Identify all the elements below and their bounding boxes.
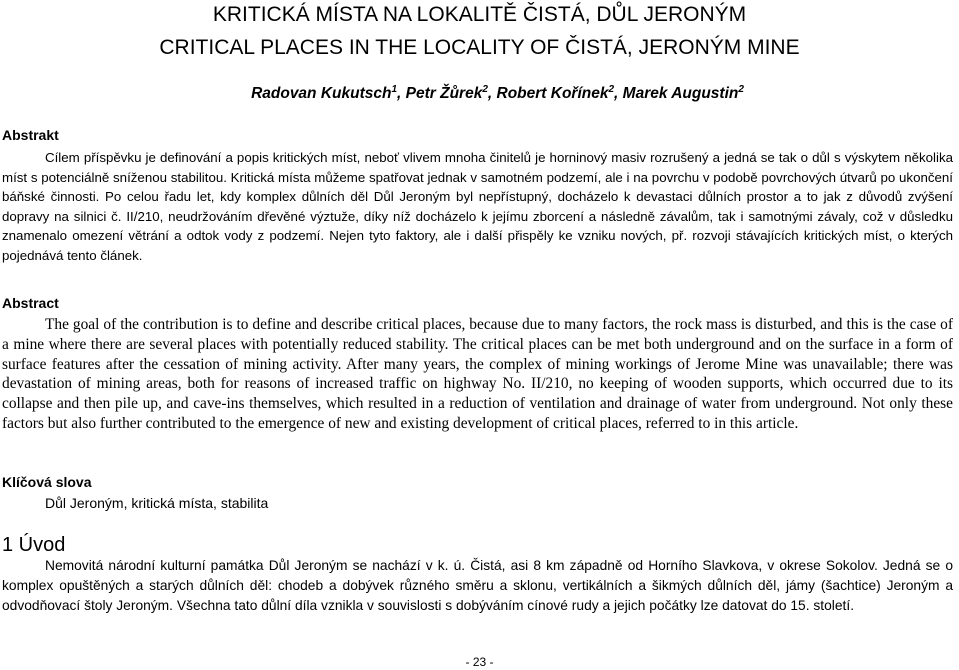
author-affiliation: 2 [482, 84, 488, 95]
author-name: Petr Žůrek [405, 85, 483, 103]
title-english: CRITICAL PLACES IN THE LOCALITY OF ČISTÁ, JERONÝM MINE [159, 36, 800, 59]
intro-text: Nemovitá národní kulturní památka Důl Jeroným se nachází v k. ú. Čistá, asi 8 km západně od Horního Slavkova, v okrese Sokolov. Jedná se o komplex opuštěných a starých důlních děl: chodeb a dobývek různého směru a sklonu, vertikálních a šikmých důlních děl, jámy (šachtice) Jeroným a odvodňovací štoly Jeroným. Všechna tato důlní díla vznikla v souvislosti s dobýváním cínové rudy a jejich počátky lze datovat do 15. století. [2, 558, 953, 613]
author-name: Radovan Kukutsch [251, 85, 392, 103]
abstrakt-text: Cílem příspěvku je definování a popis kritických míst, neboť vlivem mnoha činitelů je horninový masiv rozrušený a jedná se tak o důl s výskytem několika míst s potenciálně sníženou stabilitou. Kritická místa můžeme spatřovat jednak v samotném podzemí, ale i na povrchu v podobě povrchových útvarů po ukončení báňské činnosti. Po celou řadu let, kdy komplex důlních děl Důl Jeroným byl nepřístupný, docházelo k devastaci důlních prostor a to jak z důvodů zvýšení dopravy na silnici č. II/210, neudržováním dřevěné výztuže, díky níž docházelo k jejímu zborcení a následně závalům, tak i samotnými závaly, což v důsledku znamenalo omezení větrání a odtok vody z podzemí. Nejen tyto faktory, ale i další přispěly ke vzniku nových, př. rozvoji stávajících kritických míst, o kterých pojednává tento článek. [2, 150, 953, 263]
author-affiliation: 2 [738, 84, 744, 95]
author-name: Robert Kořínek [496, 85, 609, 103]
abstrakt-heading: Abstrakt [2, 127, 59, 143]
author-list: Radovan Kukutsch$^1$, Petr Žůrek$^2$, Robert Kořínek$^2$, Marek Augustin$^2$ [251, 84, 744, 103]
abstract-heading: Abstract [2, 295, 59, 311]
keywords-text: Důl Jeroným, kritická místa, stabilita [45, 495, 269, 511]
author-affiliation: 1 [391, 84, 398, 95]
section-heading-intro: 1 Úvod [2, 534, 66, 556]
abstract-text: The goal of the contribution is to define and describe critical places, because due to many factors, the rock mass is disturbed, and this is the case of a mine where there are several places with potentially reduced stability. The critical places can be met both underground and on the surface in a form of surface features after the cessation of mining activity. After many years, the complex of mining workings of Jerome Mine was unavailable; there was devastation of mining areas, both for reasons of increased traffic on highway No. II/210, no keeping of wooden supports, which occurred due to its collapse and then pile up, and cave-ins themselves, which resulted in a reduction of ventilation and drainage of water from underground. Not only these factors but also further contributed to the emergence of new and existing development of critical places, referred to in this article. [2, 316, 953, 432]
author-name: Marek Augustin [622, 85, 739, 103]
page-number: - 23 - [465, 655, 494, 669]
keywords-heading: Klíčová slova [2, 474, 92, 490]
title-czech: KRITICKÁ MÍSTA NA LOKALITĚ ČISTÁ, DŮL JERONÝM [212, 3, 747, 26]
author-affiliation: 2 [608, 84, 615, 95]
